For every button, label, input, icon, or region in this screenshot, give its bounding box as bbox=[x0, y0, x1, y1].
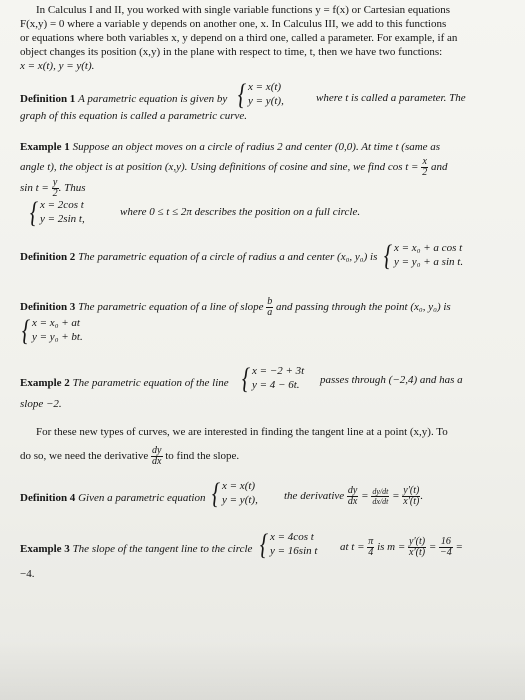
fraction-denominator: dx bbox=[347, 496, 358, 507]
fraction-denominator: 2 bbox=[52, 188, 58, 199]
definition-2-line bbox=[20, 251, 377, 264]
equals-sign: = bbox=[428, 541, 437, 554]
fraction-numerator: dy bbox=[152, 445, 162, 456]
intro-line-5: x = x(t), y = y(t). bbox=[20, 60, 95, 72]
example-3-fraction-t bbox=[367, 537, 374, 558]
brace-icon: { bbox=[241, 362, 251, 395]
definition-2-eq-y: y = y₀ + a sin t. bbox=[394, 256, 464, 268]
definition-3-line bbox=[20, 297, 451, 318]
fraction-denominator: 4 bbox=[368, 547, 374, 558]
definition-1-text-b: where t is called a parameter. The bbox=[316, 92, 466, 104]
definition-4-line bbox=[20, 492, 205, 505]
example-1-eq-x: x = 2cos t bbox=[40, 199, 84, 211]
definition-3-eq-x: x = x₀ + at bbox=[32, 317, 80, 329]
example-2-text-c: slope −2. bbox=[20, 398, 62, 410]
example-1-text-b: angle t), the object is at position (x,y). Using definitions of cosine and sine, we find cos t = bbox=[20, 161, 419, 174]
fraction-denominator: dx bbox=[152, 456, 162, 467]
fraction-numerator: dy/dt bbox=[372, 487, 389, 496]
brace-icon: { bbox=[29, 196, 39, 229]
example-2-text-b: passes through (−2,4) and has a bbox=[320, 374, 463, 386]
fraction-numerator: π bbox=[368, 536, 374, 547]
definition-3-label: Definition 3 bbox=[20, 301, 76, 314]
example-3-label: Example 3 bbox=[20, 543, 70, 555]
definition-1-text-c: graph of this equation is called a parametric curve. bbox=[20, 110, 247, 122]
definition-4-eq-y: y = y(t), bbox=[222, 494, 258, 506]
definition-3-text-a: The parametric equation of a line of slope bbox=[78, 301, 264, 314]
example-3-fraction-value bbox=[439, 537, 453, 558]
example-1-eq-y: y = 2sin t, bbox=[40, 213, 85, 225]
period: . bbox=[420, 490, 424, 503]
definition-4-derivative bbox=[284, 486, 423, 507]
definition-4-fraction-dydx bbox=[347, 486, 358, 507]
example-2-eq-y: y = 4 − 6t. bbox=[252, 379, 300, 391]
fraction-numerator: dy bbox=[347, 485, 358, 496]
definition-1-text: A parametric equation is given by bbox=[78, 93, 228, 105]
example-1-line-1 bbox=[20, 141, 440, 154]
fraction-denominator: dx/dt bbox=[372, 497, 389, 506]
example-3-text-c: is m = bbox=[377, 541, 406, 554]
example-1-system bbox=[29, 196, 85, 229]
definition-1-system bbox=[237, 78, 284, 111]
example-1-thus: . Thus bbox=[58, 182, 86, 195]
tangent-para-line-1: For these new types of curves, we are interested in finding the tangent line at a point (x,y). To bbox=[36, 426, 448, 438]
definition-3-system bbox=[21, 314, 83, 347]
example-3-system bbox=[259, 528, 318, 561]
brace-icon: { bbox=[259, 528, 269, 561]
example-3-slope bbox=[340, 537, 463, 558]
example-1-text-c: where 0 ≤ t ≤ 2π describes the position on a full circle. bbox=[120, 206, 361, 218]
definition-4-label: Definition 4 bbox=[20, 492, 76, 504]
definition-1-label: Definition 1 bbox=[20, 93, 76, 105]
fraction-denominator: a bbox=[267, 307, 273, 318]
definition-2-label: Definition 2 bbox=[20, 251, 76, 263]
definition-1-line bbox=[20, 93, 227, 106]
equals-sign: = bbox=[392, 490, 400, 503]
example-3-eq-x: x = 4cos t bbox=[270, 531, 314, 543]
fraction-denominator: −4 bbox=[440, 547, 452, 558]
example-2-system bbox=[241, 362, 305, 395]
example-3-text-b: at t = bbox=[340, 541, 365, 554]
definition-3-fraction-slope bbox=[266, 297, 273, 318]
example-2-eq-x: x = −2 + 3t bbox=[252, 365, 305, 377]
example-1-fraction-sin bbox=[52, 178, 59, 199]
definition-4-eq-x: x = x(t) bbox=[222, 480, 256, 492]
definition-4-text-a: Given a parametric equation bbox=[78, 492, 206, 504]
fraction-numerator: y′(t) bbox=[409, 536, 426, 547]
example-3-line bbox=[20, 543, 252, 556]
brace-icon: { bbox=[211, 477, 221, 510]
fraction-numerator: x bbox=[422, 156, 427, 167]
tangent-para-text-b: to find the slope. bbox=[165, 450, 240, 463]
definition-4-text-b: the derivative bbox=[284, 490, 345, 503]
brace-icon: { bbox=[383, 239, 393, 272]
brace-icon: { bbox=[21, 314, 31, 347]
definition-2-text: The parametric equation of a circle of radius a and center (x₀, y₀) is bbox=[78, 251, 378, 263]
definition-2-eq-x: x = x₀ + a cos t bbox=[394, 242, 463, 254]
equals-sign: = bbox=[455, 541, 463, 554]
example-2-text-a: The parametric equation of the line bbox=[72, 377, 229, 389]
fraction-denominator: x′(t) bbox=[409, 547, 426, 558]
tangent-para-fraction bbox=[151, 446, 162, 467]
example-3-fraction-prime bbox=[408, 537, 426, 558]
example-1-and: and bbox=[430, 161, 448, 174]
definition-1-eq-y: y = y(t), bbox=[248, 95, 284, 107]
tangent-para-text-a: do so, we need the derivative bbox=[20, 450, 149, 463]
equals-sign: = bbox=[361, 490, 369, 503]
definition-1-eq-x: x = x(t) bbox=[248, 81, 282, 93]
definition-4-system bbox=[211, 477, 258, 510]
example-1-fraction-cos bbox=[421, 157, 428, 178]
definition-4-fraction-prime bbox=[402, 486, 420, 507]
example-2-line bbox=[20, 377, 229, 390]
intro-line-4: object changes its position (x,y) in the plane with respect to time, t, then we have two functions: bbox=[20, 46, 443, 58]
example-3-text-a: The slope of the tangent line to the circle bbox=[72, 543, 253, 555]
example-1-label: Example 1 bbox=[20, 141, 70, 153]
definition-4-fraction-dt bbox=[371, 487, 389, 506]
intro-line-1: In Calculus I and II, you worked with single variable functions y = f(x) or Cartesian equations bbox=[36, 4, 451, 16]
example-3-result: −4. bbox=[20, 568, 35, 580]
example-2-label: Example 2 bbox=[20, 377, 70, 389]
fraction-numerator: y bbox=[52, 177, 58, 188]
definition-2-system bbox=[383, 239, 464, 272]
definition-3-eq-y: y = y₀ + bt. bbox=[32, 331, 83, 343]
fraction-numerator: y′(t) bbox=[403, 485, 420, 496]
example-3-eq-y: y = 16sin t bbox=[270, 545, 318, 557]
intro-line-3: or equations where both variables x, y depend on a third one, called a parameter. For example, if an bbox=[20, 32, 458, 44]
fraction-numerator: 16 bbox=[440, 536, 451, 547]
brace-icon: { bbox=[237, 78, 247, 111]
fraction-denominator: x′(t) bbox=[403, 496, 420, 507]
intro-line-2: F(x,y) = 0 where a variable y depends on another one, x. In Calculus III, we add to this functions bbox=[20, 18, 447, 30]
tangent-para-line-2 bbox=[20, 446, 239, 467]
example-1-line-2 bbox=[20, 157, 447, 178]
page-shadow bbox=[0, 640, 525, 700]
fraction-numerator: b bbox=[267, 296, 273, 307]
example-1-sin-lhs: sin t = bbox=[20, 182, 49, 195]
definition-3-text-b: and passing through the point (x₀, y₀) is bbox=[276, 301, 451, 314]
fraction-denominator: 2 bbox=[422, 167, 428, 178]
example-1-text-a: Suppose an object moves on a circle of radius 2 and center (0,0). At time t (same as bbox=[72, 141, 441, 153]
